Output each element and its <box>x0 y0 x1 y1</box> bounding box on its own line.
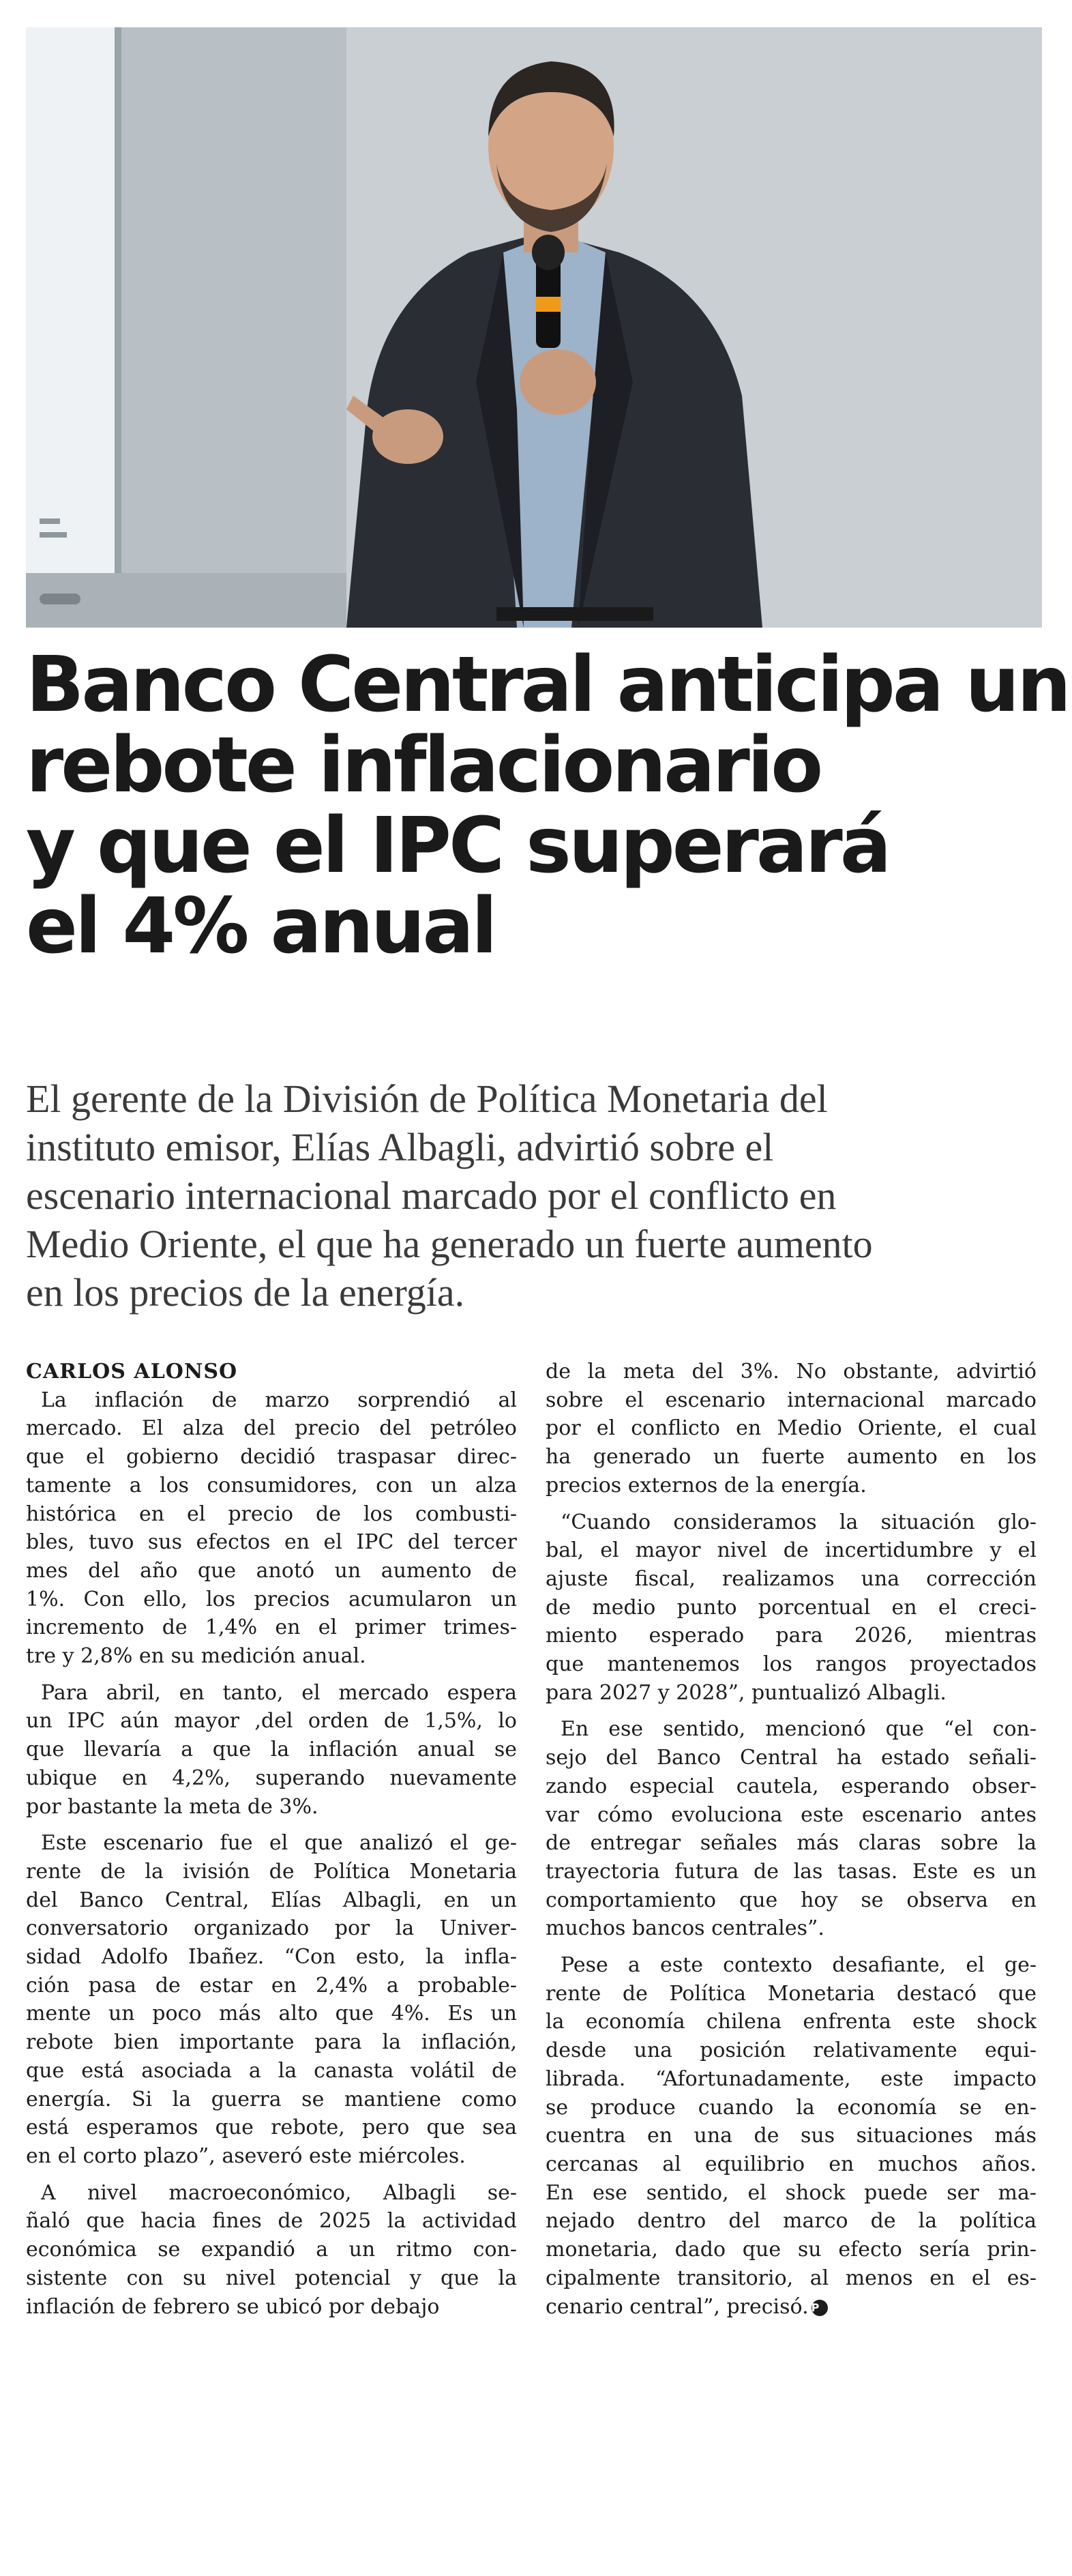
body-line: trayectoria futura de las tasas. Este es un <box>546 1859 1037 1884</box>
body-line: var cómo evoluciona este escenario antes <box>546 1802 1037 1827</box>
deck-subtitle <box>26 1074 1049 1317</box>
body-line: se produce cuando la economía se en- <box>546 2095 1037 2120</box>
body-line: que llevaría a que la inflación anual se <box>26 1738 517 1762</box>
body-line: por bastante la meta de 3%. <box>26 1794 318 1819</box>
body-line: económica se expandió a un ritmo con- <box>26 2238 517 2262</box>
body-line: cipalmente transitorio, al menos en el es- <box>546 2266 1037 2290</box>
body-line: un IPC aún mayor ,del orden de 1,5%, lo <box>26 1709 517 1733</box>
deck-line: Medio Oriente, el que ha generado un fuerte aumento <box>26 1222 873 1266</box>
body-line: rebote bien importante para la inflación, <box>26 2030 517 2055</box>
left-paragraphs <box>26 1386 517 2322</box>
body-line: histórica en el precio de los combusti- <box>26 1502 517 1526</box>
body-line: bles, tuvo sus efectos en el IPC del tercer <box>26 1530 517 1555</box>
body-column-right <box>546 1358 1037 2329</box>
body-line: monetaria, dado que su efecto sería prin- <box>546 2238 1037 2262</box>
body-line: cenario central”, precisó. P <box>546 2293 1037 2322</box>
body-line: de la meta del 3%. No obstante, advirtió <box>546 1360 1037 1384</box>
body-line: En ese sentido, el shock puede ser ma- <box>546 2180 1037 2205</box>
body-line: ñaló que hacia fines de 2025 la actividad <box>26 2209 517 2234</box>
body-line: cuentra en una de sus situaciones más <box>546 2124 1037 2148</box>
body-line: ha generado un fuerte aumento en los <box>546 1445 1037 1469</box>
body-line: inflación de febrero se ubicó por debajo <box>26 2294 440 2319</box>
body-line: energía. Si la guerra se mantiene como <box>26 2087 517 2111</box>
body-paragraph <box>546 1358 1037 1500</box>
body-line: “Cuando consideramos la situación glo- <box>561 1510 1037 1534</box>
body-line: la economía chilena enfrenta este shock <box>546 2010 1037 2034</box>
body-line: conversatorio organizado por la Univer- <box>26 1916 517 1941</box>
body-line: mente un poco más alto que 4%. Es un <box>26 2002 517 2026</box>
body-line: de entregar señales más claras sobre la <box>546 1831 1037 1856</box>
deck-line: instituto emisor, Elías Albagli, advirtió sobre el <box>26 1125 774 1169</box>
body-line: sidad Adolfo Ibañez. “Con esto, la infla- <box>26 1945 517 1970</box>
body-line: bal, el mayor nivel de incertidumbre y el <box>546 1538 1037 1563</box>
person-speaking-photo-icon <box>26 27 1042 628</box>
body-line: tre y 2,8% en su medición anual. <box>26 1644 366 1669</box>
body-line: sobre el escenario internacional marcado <box>546 1388 1037 1412</box>
body-line: en el corto plazo”, aseveró este miércoles. <box>26 2143 466 2168</box>
body-line: que está asociada a la canasta volátil de <box>26 2058 517 2083</box>
body-line: tamente a los consumidores, con un alza <box>26 1473 517 1497</box>
body-line: desde una posición relativamente equi- <box>546 2038 1037 2063</box>
body-line: rente de Política Monetaria destacó que <box>546 1981 1037 2006</box>
deck-line: escenario internacional marcado por el conflicto en <box>26 1173 837 1218</box>
body-line: muchos bancos centrales”. <box>546 1916 824 1941</box>
body-paragraph <box>26 2179 517 2322</box>
body-line: que el gobierno decidió traspasar direc- <box>26 1445 517 1469</box>
body-line: Para abril, en tanto, el mercado espera <box>41 1680 517 1705</box>
body-line: Pese a este contexto desafiante, el ge- <box>561 1953 1037 1978</box>
body-line: precios externos de la energía. <box>546 1473 867 1497</box>
body-paragraph <box>26 1679 517 1821</box>
headline-line: y que el IPC superará <box>26 802 889 890</box>
body-paragraph <box>546 1508 1037 1708</box>
body-line: de medio punto porcentual en el creci- <box>546 1595 1037 1620</box>
body-line: ajuste fiscal, realizamos una corrección <box>546 1566 1037 1591</box>
body-paragraph <box>546 1951 1037 2321</box>
deck-line: en los precios de la energía. <box>26 1270 465 1315</box>
body-line: del Banco Central, Elías Albagli, en un <box>26 1888 517 1912</box>
body-column-left <box>26 1358 517 2329</box>
body-line: que mantenemos los rangos proyectados <box>546 1652 1037 1677</box>
body-line: mercado. El alza del precio del petróleo <box>26 1416 517 1441</box>
body-line: comportamiento que hoy se observa en <box>546 1888 1037 1912</box>
right-paragraphs <box>546 1358 1037 2321</box>
deck-line: El gerente de la División de Política Monetaria del <box>26 1077 828 1121</box>
body-line: La inflación de marzo sorprendió al <box>41 1388 517 1412</box>
body-line: zando especial cautela, esperando obser- <box>546 1774 1037 1798</box>
article-end-icon: P <box>812 2300 828 2316</box>
body-line: rente de la ivisión de Política Monetaria <box>26 1859 517 1884</box>
body-line: sejo del Banco Central ha estado señali- <box>546 1746 1037 1770</box>
body-line: En ese sentido, mencionó que “el con- <box>561 1717 1037 1742</box>
body-paragraph <box>26 1386 517 1671</box>
body-line: sistente con su nivel potencial y que la <box>26 2266 517 2290</box>
body-line: miento esperado para 2026, mientras <box>546 1624 1037 1648</box>
headline-line: Banco Central anticipa un <box>26 641 1069 729</box>
headline <box>26 641 1069 971</box>
body-line: está esperamos que rebote, pero que sea <box>26 2116 517 2140</box>
body-line: cercanas al equilibrio en muchos años. <box>546 2152 1037 2176</box>
body-line: Este escenario fue el que analizó el ge- <box>41 1831 517 1856</box>
body-paragraph <box>546 1715 1037 1943</box>
byline: CARLOS ALONSO <box>26 1360 238 1384</box>
body-line: A nivel macroeconómico, Albagli se- <box>41 2180 517 2205</box>
body-line: por el conflicto en Medio Oriente, el cual <box>546 1416 1037 1441</box>
body-paragraph <box>26 1829 517 2170</box>
body-line: nejado dentro del marco de la política <box>546 2209 1037 2234</box>
body-line: ción pasa de estar en 2,4% a probable- <box>26 1973 517 1997</box>
body-line: incremento de 1,4% en el primer trimes- <box>26 1615 517 1640</box>
article-photo <box>26 27 1042 628</box>
body-line: para 2027 y 2028”, puntualizó Albagli. <box>546 1680 947 1705</box>
headline-line: rebote inflacionario <box>26 721 821 810</box>
body-line: 1%. Con ello, los precios acumularon un <box>26 1587 517 1611</box>
body-line: mes del año que anotó un aumento de <box>26 1558 517 1583</box>
body-line: librada. “Afortunadamente, este impacto <box>546 2066 1037 2091</box>
headline-line: el 4% anual <box>26 882 495 971</box>
body-line: ubique en 4,2%, superando nuevamente <box>26 1766 517 1790</box>
